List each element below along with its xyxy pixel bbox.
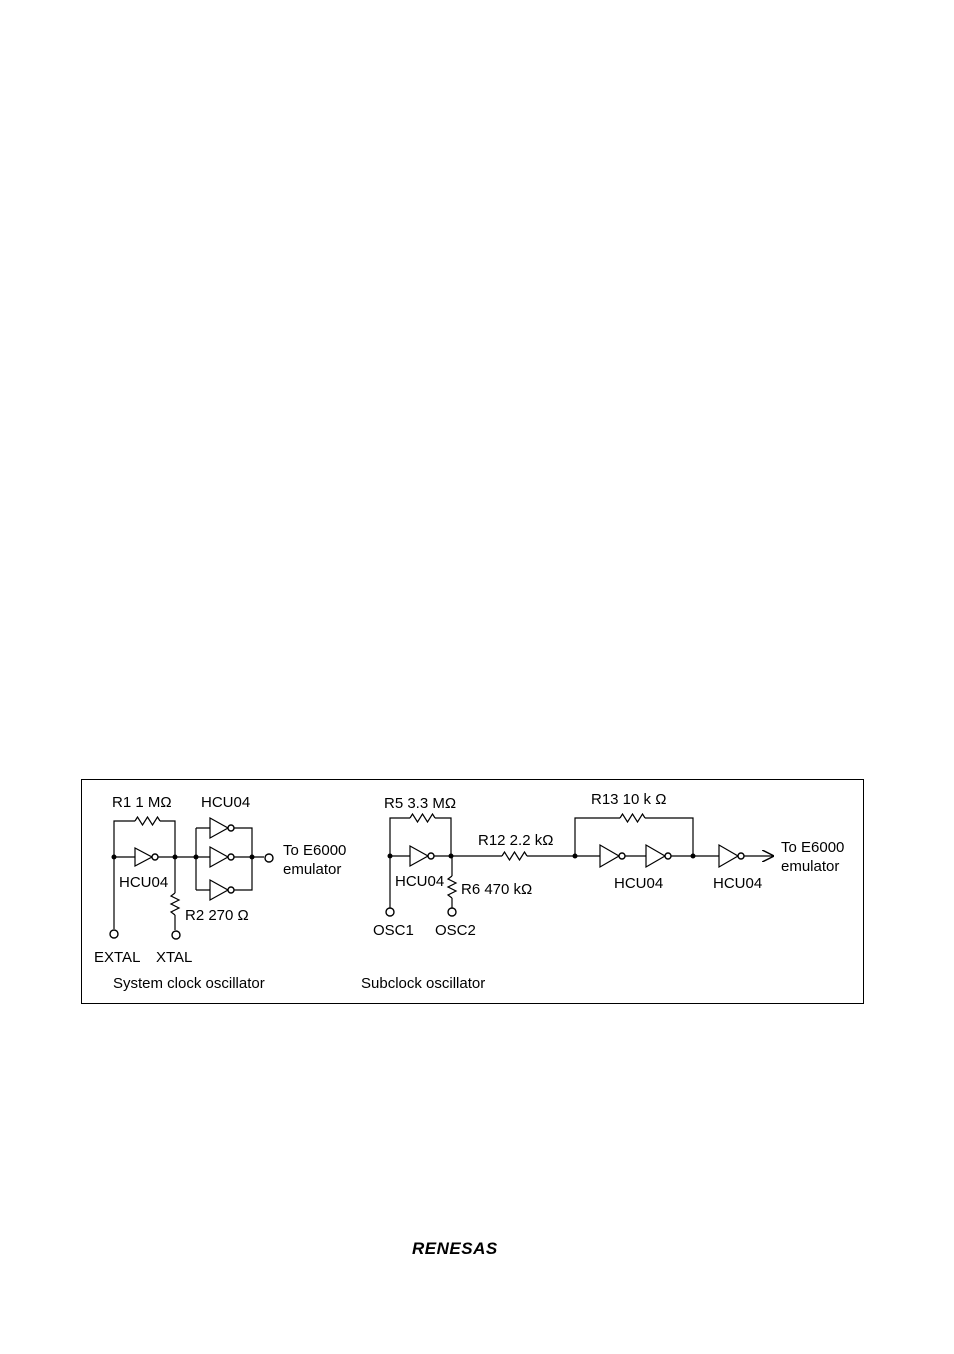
label-hcu04-b: HCU04 [713,875,763,892]
caption-system-clock: System clock oscillator [113,975,265,992]
label-hcu04-top: HCU04 [201,794,251,811]
xtal-terminal [172,931,180,939]
subclock-circuit [386,814,773,916]
renesas-logo [412,1239,498,1258]
caption-subclock: Subclock oscillator [361,975,486,992]
buffer-inverter-bottom [210,880,228,900]
label-xtal: XTAL [156,949,193,966]
label-hcu04-a: HCU04 [614,875,664,892]
resistor-r1 [135,817,160,825]
label-r5: R5 3.3 MΩ [384,795,457,812]
output-terminal-system [265,854,273,862]
resistor-r13 [620,814,645,822]
label-to-emulator-sub-1: To E6000 [781,839,845,856]
label-r6: R6 470 kΩ [461,881,533,898]
resistor-r12 [502,852,527,860]
label-extal: EXTAL [94,949,141,966]
label-to-emulator-2: emulator [283,861,342,878]
label-r13: R13 10 k Ω [591,791,667,808]
buffer-inverter-top [210,818,228,838]
inverter-hcu04-a [600,845,619,867]
resistor-r6 [448,876,456,898]
resistor-r2 [171,893,179,915]
osc2-terminal [448,908,456,916]
inverter-hcu04 [135,848,152,866]
label-to-emulator-sub-2: emulator [781,858,840,875]
inverter-hcu04-sub [410,846,428,866]
extal-terminal [110,930,118,938]
label-r2: R2 270 Ω [185,907,249,924]
osc1-terminal [386,908,394,916]
label-r12: R12 2.2 kΩ [478,832,554,849]
label-r1: R1 1 MΩ [112,794,172,811]
inverter-hcu04-b [646,845,665,867]
inverter-hcu04-c [719,845,738,867]
label-osc2: OSC2 [435,922,476,939]
label-hcu04-sub: HCU04 [395,873,445,890]
label-osc1: OSC1 [373,922,414,939]
label-hcu04-system: HCU04 [119,874,169,891]
renesas-logo-text: RENESAS [412,1239,498,1258]
label-to-emulator-1: To E6000 [283,842,347,859]
buffer-inverter-middle [210,847,228,867]
resistor-r5 [410,814,435,822]
